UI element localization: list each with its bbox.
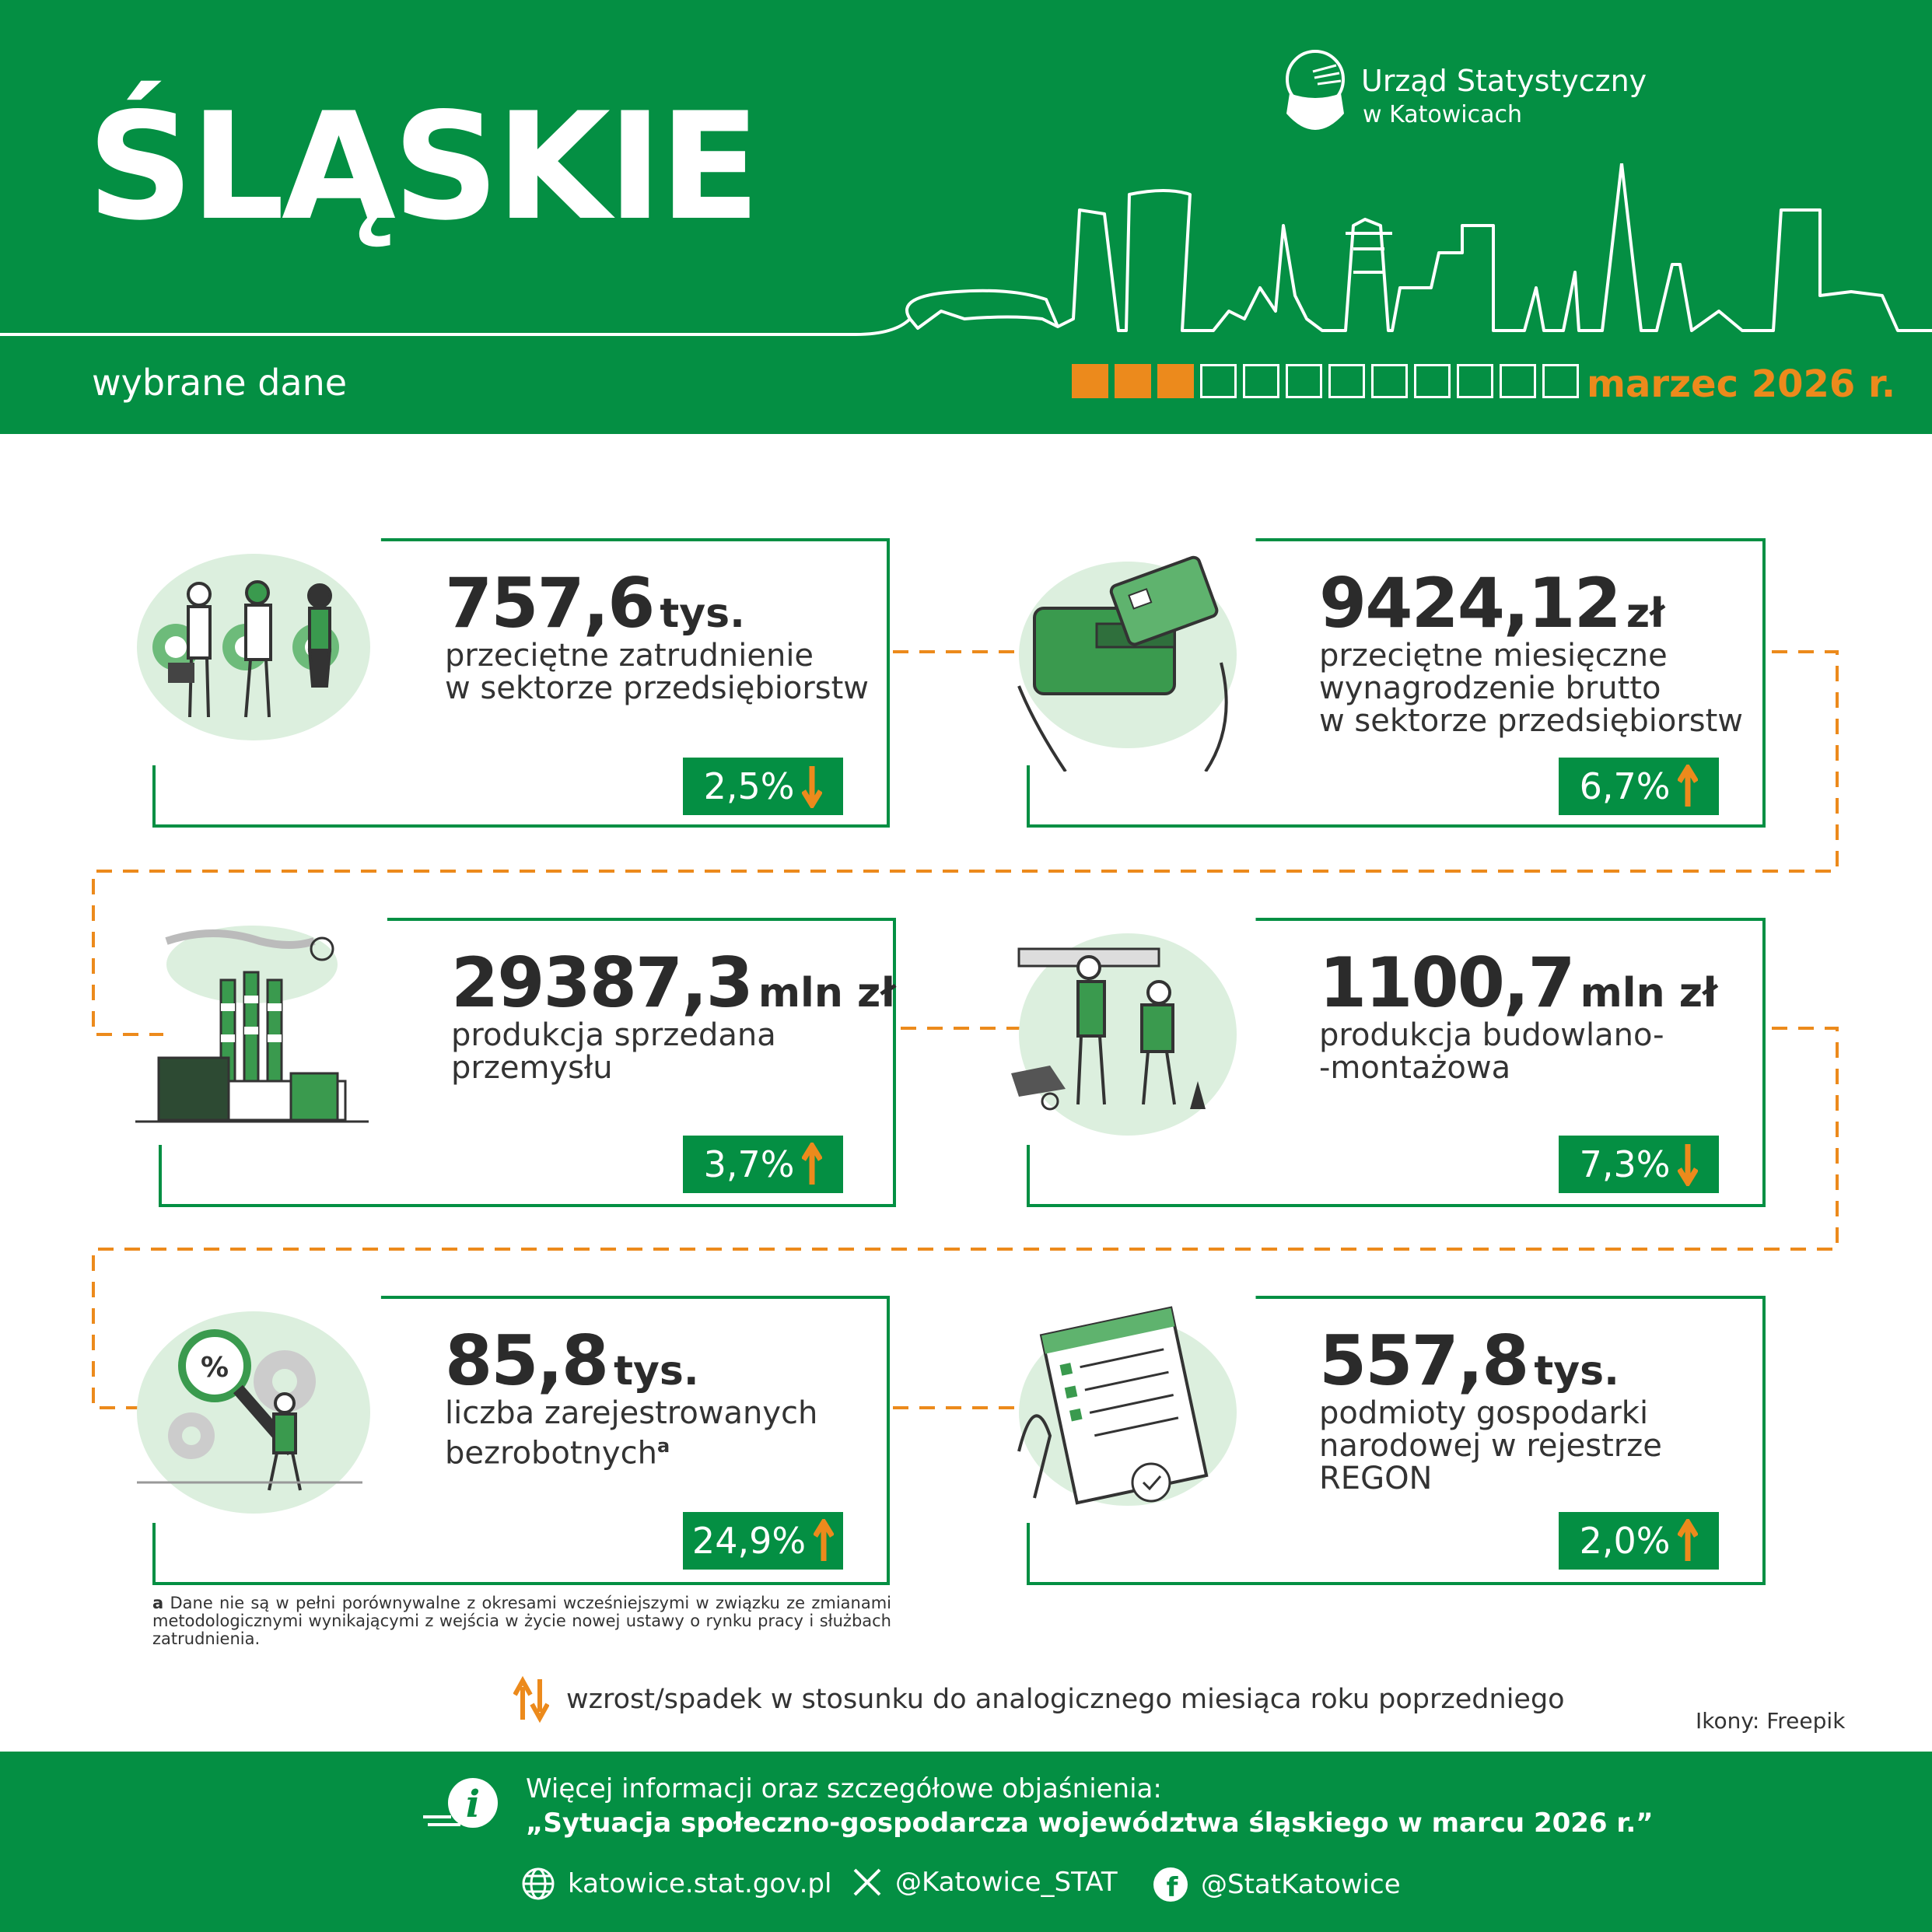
footnote: a Dane nie są w pełni porównywalne z okresami wcześniejszymi w związku ze zmianami metodologicznymi wynikającymi z wejścia w życie nowej ustawy o rynku pracy i służbach zatrudnienia. bbox=[152, 1594, 891, 1648]
stat-description: produkcja sprzedana przemysłu bbox=[451, 1017, 776, 1086]
stat-description: podmioty gospodarki narodowej w rejestrze REGON bbox=[1319, 1395, 1662, 1496]
stat-value: 1100,7 mln zł bbox=[1319, 943, 1718, 1023]
change-badge bbox=[683, 1136, 843, 1193]
change-badge bbox=[1559, 758, 1719, 815]
change-badge bbox=[1559, 1512, 1719, 1570]
wallet-card-icon bbox=[1003, 538, 1252, 772]
org-location: w Katowicach bbox=[1363, 101, 1522, 128]
stat-value: 85,8 tys. bbox=[445, 1321, 699, 1401]
stat-description: produkcja budowlano- -montażowa bbox=[1319, 1017, 1664, 1086]
construction-workers-icon bbox=[1003, 918, 1252, 1151]
document-checklist-icon bbox=[1003, 1296, 1252, 1529]
publication-link[interactable]: „Sytuacja społeczno-gospodarcza województwa śląskiego w marcu 2026 r.” bbox=[526, 1808, 1654, 1839]
stat-value: 29387,3 mln zł bbox=[451, 943, 896, 1023]
change-value: 2,5% bbox=[703, 765, 795, 807]
arrow-up-icon bbox=[1678, 1519, 1698, 1563]
facebook-link[interactable]: f @StatKatowice bbox=[1153, 1867, 1401, 1902]
legend bbox=[513, 1676, 1565, 1723]
change-badge bbox=[683, 1512, 843, 1570]
icons-credit: Ikony: Freepik bbox=[1696, 1708, 1846, 1734]
up-down-arrows-icon bbox=[513, 1676, 549, 1723]
stat-value: 557,8 tys. bbox=[1319, 1321, 1619, 1401]
more-info-label: Więcej informacji oraz szczegółowe objaśnienia: bbox=[526, 1773, 1162, 1804]
arrow-up-icon bbox=[802, 1143, 822, 1186]
twitter-link[interactable]: @Katowice_STAT bbox=[852, 1867, 1118, 1898]
magnifier-percent-icon bbox=[129, 1296, 378, 1529]
facebook-icon bbox=[1153, 1867, 1188, 1902]
legend-text: wzrost/spadek w stosunku do analogicznego miesiąca roku poprzedniego bbox=[566, 1684, 1565, 1715]
website-link[interactable]: katowice.stat.gov.pl bbox=[521, 1867, 831, 1901]
svg-text:f: f bbox=[1166, 1872, 1178, 1902]
stat-description: przeciętne miesięczne wynagrodzenie brutto w sektorze przedsiębiorstw bbox=[1319, 638, 1744, 739]
stat-description: liczba zarejestrowanych bezrobotnych$^a$ bbox=[445, 1395, 818, 1472]
change-badge bbox=[1559, 1136, 1719, 1193]
globe-icon bbox=[521, 1867, 555, 1901]
change-value: 3,7% bbox=[703, 1143, 795, 1185]
arrow-up-icon bbox=[1678, 765, 1698, 808]
stat-value: 757,6 tys. bbox=[445, 563, 745, 643]
info-icon bbox=[420, 1773, 521, 1836]
stat-description: przeciętne zatrudnienie w sektorze przedsiębiorstw bbox=[445, 638, 870, 706]
page-title: ŚLĄSKIE bbox=[87, 81, 758, 253]
change-badge bbox=[683, 758, 843, 815]
factory-icon bbox=[135, 918, 384, 1151]
change-value: 24,9% bbox=[691, 1520, 807, 1562]
change-value: 2,0% bbox=[1579, 1520, 1671, 1562]
page-subtitle: wybrane dane bbox=[92, 362, 348, 404]
change-value: 7,3% bbox=[1579, 1143, 1671, 1185]
stat-value: 9424,12 zł bbox=[1319, 563, 1665, 643]
report-date: marzec 2026 r. bbox=[1587, 362, 1896, 406]
org-name: Urząd Statystyczny bbox=[1361, 64, 1647, 98]
svg-text:i: i bbox=[465, 1783, 481, 1826]
arrow-down-icon bbox=[802, 765, 822, 808]
svg-text:%: % bbox=[200, 1352, 229, 1384]
change-value: 6,7% bbox=[1579, 765, 1671, 807]
arrow-down-icon bbox=[1678, 1143, 1698, 1186]
x-twitter-icon bbox=[852, 1867, 883, 1898]
workers-gears-icon bbox=[129, 538, 378, 772]
arrow-up-icon bbox=[814, 1519, 834, 1563]
